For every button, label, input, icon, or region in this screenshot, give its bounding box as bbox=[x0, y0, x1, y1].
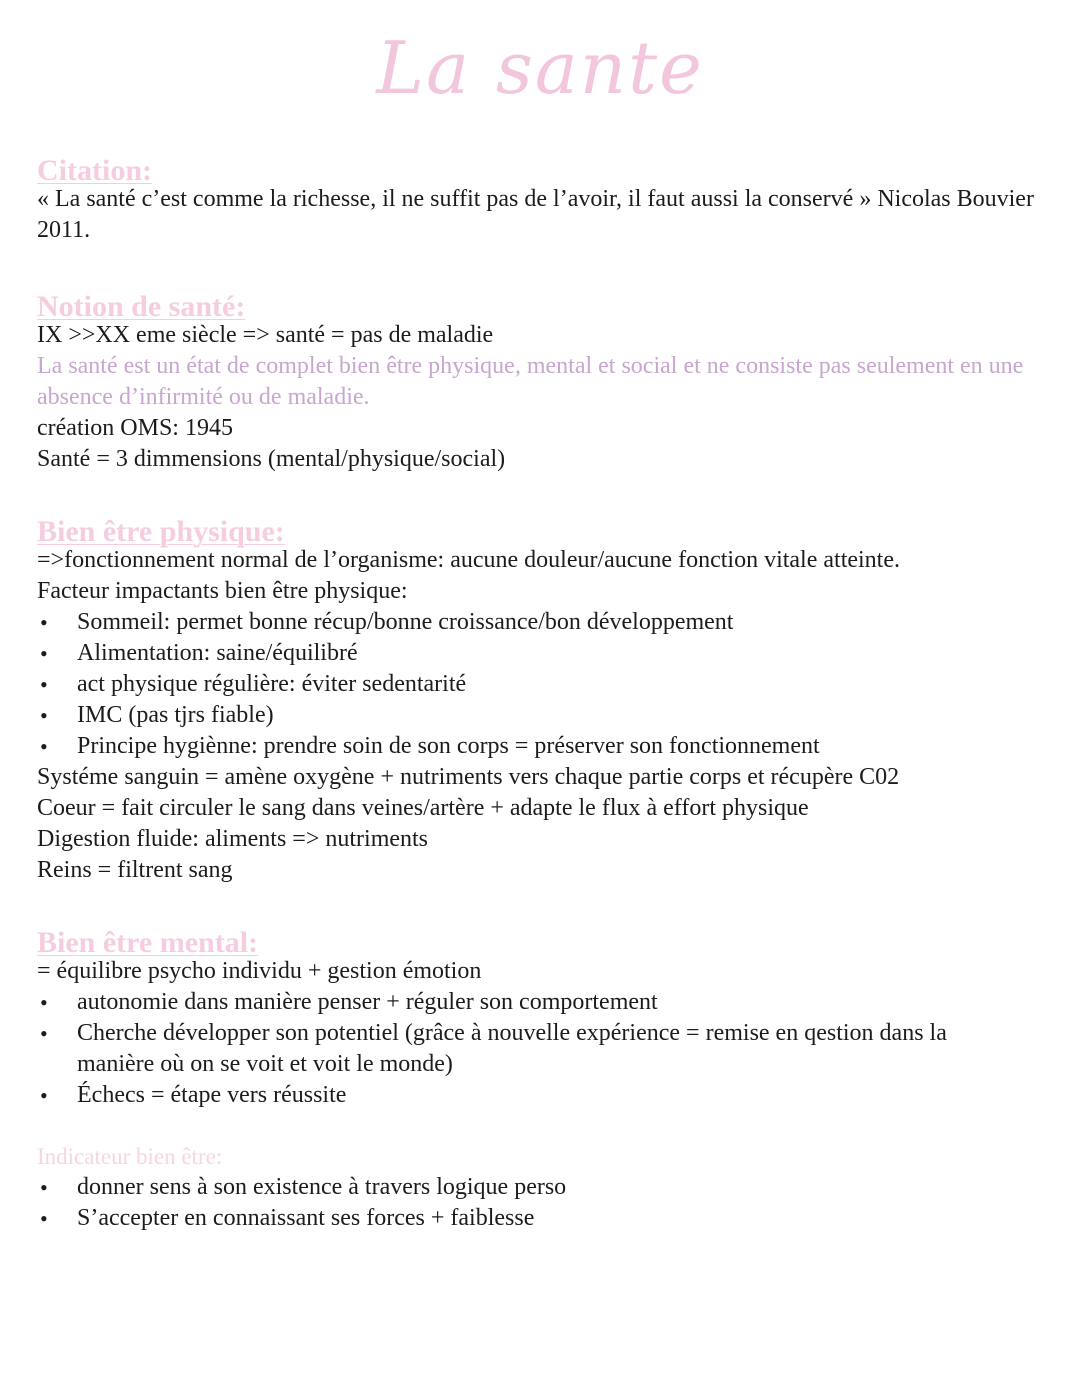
list-item-text: Cherche développer son potentiel (grâce à nouvelle expérience = remise en qestion dans la manière où on se voit et voit le monde) bbox=[77, 1020, 947, 1077]
list-item-text: IMC (pas tjrs fiable) bbox=[77, 702, 274, 728]
section-heading-citation: Citation: bbox=[37, 154, 152, 187]
citation-text: « La santé c’est comme la richesse, il ne suffit pas de l’avoir, il faut aussi la conservé » Nicolas Bouvier 2011. bbox=[37, 186, 1034, 243]
section-physique bbox=[37, 513, 1047, 886]
section-heading-notion: Notion de santé: bbox=[37, 290, 246, 323]
list-item bbox=[37, 607, 1047, 638]
bullet-icon: • bbox=[40, 1021, 48, 1046]
physique-bullet-list bbox=[37, 607, 1047, 762]
section-heading-mental: Bien être mental: bbox=[37, 926, 259, 959]
list-item bbox=[37, 731, 1047, 762]
document-body bbox=[37, 152, 1047, 1234]
page-title: La sante bbox=[376, 26, 704, 110]
bullet-icon: • bbox=[40, 610, 48, 635]
list-item bbox=[37, 1203, 1047, 1234]
indicateur-bullet-list bbox=[37, 1172, 1047, 1234]
physique-line-reins: Reins = filtrent sang bbox=[37, 857, 233, 883]
physique-line-digestion: Digestion fluide: aliments => nutriments bbox=[37, 826, 429, 852]
physique-intro: =>fonctionnement normal de l’organisme: aucune douleur/aucune fonction vitale atteinte. bbox=[37, 547, 901, 573]
list-item bbox=[37, 1172, 1047, 1203]
list-item-text: S’accepter en connaissant ses forces + faiblesse bbox=[77, 1205, 535, 1231]
list-item-text: donner sens à son existence à travers logique perso bbox=[77, 1174, 567, 1200]
bullet-icon: • bbox=[40, 1083, 48, 1108]
bullet-icon: • bbox=[40, 734, 48, 759]
physique-line-coeur: Coeur = fait circuler le sang dans veines/artère + adapte le flux à effort physique bbox=[37, 795, 809, 821]
list-item-text: Principe hygiènne: prendre soin de son corps = préserver son fonctionnement bbox=[77, 733, 820, 759]
notion-line-3: Santé = 3 dimmensions (mental/physique/social) bbox=[37, 446, 506, 472]
notion-definition: La santé est un état de complet bien être physique, mental et social et ne consiste pas seulement en une absence d’infirmité ou de maladie. bbox=[37, 353, 1024, 410]
list-item bbox=[37, 638, 1047, 669]
list-item-text: autonomie dans manière penser + réguler son comportement bbox=[77, 989, 658, 1015]
list-item bbox=[37, 700, 1047, 731]
list-item-text: act physique régulière: éviter sedentarité bbox=[77, 671, 467, 697]
section-notion bbox=[37, 288, 1047, 475]
bullet-icon: • bbox=[40, 1175, 48, 1200]
bullet-icon: • bbox=[40, 672, 48, 697]
mental-bullet-list bbox=[37, 987, 967, 1111]
list-item bbox=[37, 669, 1047, 700]
list-item bbox=[37, 1080, 967, 1111]
notion-line-1: IX >>XX eme siècle => santé = pas de maladie bbox=[37, 322, 494, 348]
bullet-icon: • bbox=[40, 703, 48, 728]
section-citation bbox=[37, 152, 1047, 246]
notion-line-2: création OMS: 1945 bbox=[37, 415, 233, 441]
section-heading-indicateur: Indicateur bien être: bbox=[37, 1144, 223, 1169]
bullet-icon: • bbox=[40, 641, 48, 666]
physique-line-sanguin: Systéme sanguin = amène oxygène + nutriments vers chaque partie corps et récupère C02 bbox=[37, 764, 900, 790]
list-item-text: Sommeil: permet bonne récup/bonne croissance/bon développement bbox=[77, 609, 734, 635]
physique-factors-label: Facteur impactants bien être physique: bbox=[37, 578, 408, 604]
section-heading-physique: Bien être physique: bbox=[37, 515, 285, 548]
list-item-text: Échecs = étape vers réussite bbox=[77, 1082, 347, 1108]
mental-intro: = équilibre psycho individu + gestion émotion bbox=[37, 958, 482, 984]
section-indicateur bbox=[37, 1141, 1047, 1234]
list-item-text: Alimentation: saine/équilibré bbox=[77, 640, 358, 666]
bullet-icon: • bbox=[40, 1206, 48, 1231]
section-mental bbox=[37, 924, 1047, 1111]
bullet-icon: • bbox=[40, 990, 48, 1015]
list-item bbox=[37, 987, 967, 1018]
list-item bbox=[37, 1018, 967, 1080]
